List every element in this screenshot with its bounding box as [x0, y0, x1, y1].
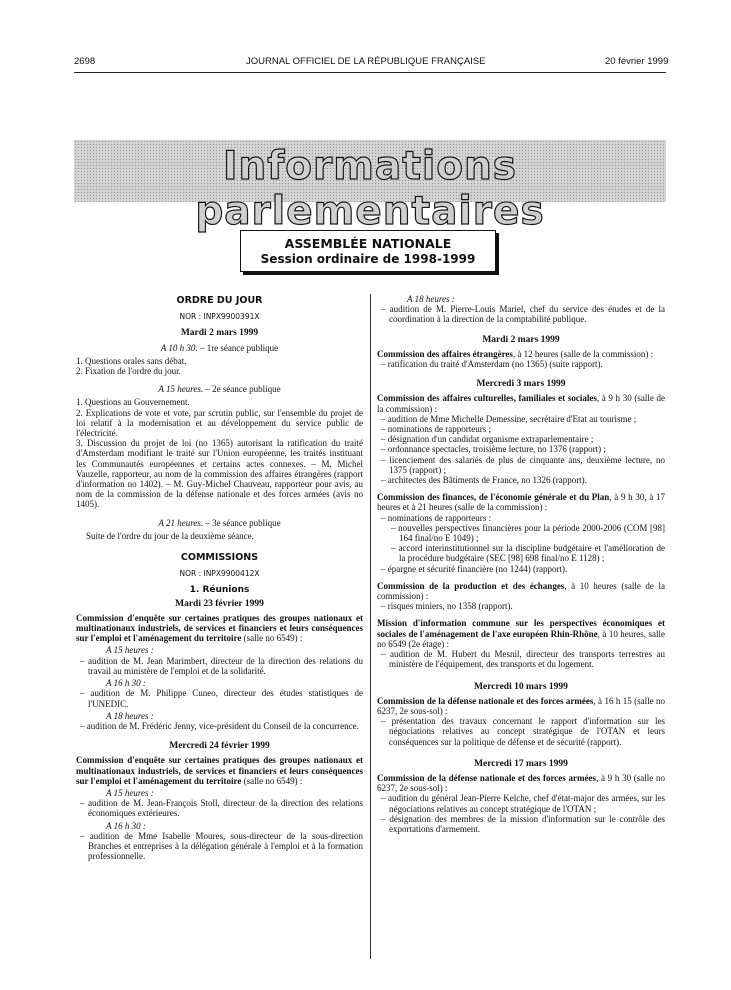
entry-text: – audition de M. Philippe Cuneo, directeur des études statistiques de l'UNEDIC. [80, 688, 363, 709]
page-number: 2698 [74, 56, 96, 67]
date-feb-23: Mardi 23 février 1999 [175, 598, 264, 609]
session-1-item: 2. Fixation de l'ordre du jour. [76, 366, 181, 377]
date-feb-24: Mercredi 24 février 1999 [169, 741, 270, 752]
session-3-time: A 21 heures. [158, 517, 204, 528]
session-2-item: 1. Questions au Gouvernement. [76, 397, 190, 408]
commission-culturelles [377, 393, 665, 485]
assembly-name: ASSEMBLÉE NATIONALE [284, 236, 452, 251]
session-2-label: – 2e séance publique [205, 384, 281, 395]
ordre-title: ORDRE DU JOUR [176, 295, 263, 306]
enquete-1-room: (salle no 6549) : [241, 633, 303, 644]
agenda-item: – audition de M. Hubert du Mesnil, directeur des transports terrestres au ministère de l'équipement, des transports et du logement. [381, 649, 665, 670]
issue-date: 20 février 1999 [605, 56, 669, 67]
entry-text: – audition de M. Jean Marimbert, directeur de la direction des relations du travail au ministère de l'emploi et de la solidarité. [80, 655, 363, 676]
agenda-item: – licenciement des salariés de plus de cinquante ans, deuxième lecture, no 1375 (rapport) ; [381, 454, 665, 475]
commission-name: Commission des affaires culturelles, familiales et sociales [377, 393, 597, 404]
session-3-text: Suite de l'ordre du jour de la deuxième séance. [86, 530, 254, 541]
agenda-item: – présentation des travaux concernant le rapport d'information sur les négociations relatives au concept stratégique de l'OTAN et leurs conséquences sur la politique de défense et de sécurité (rapport). [381, 716, 665, 747]
agenda-item: – désignation d'un candidat organisme extraparlementaire ; [381, 434, 594, 445]
entry-time: A 18 heures : [407, 294, 455, 304]
section-banner [74, 140, 666, 234]
session-3 [76, 518, 363, 528]
commission-details: , à 12 heures (salle de la commission) : [512, 348, 654, 359]
session-1 [76, 343, 363, 353]
commission-name: Commission des finances, de l'économie générale et du Plan [377, 492, 610, 503]
reunions-title: 1. Réunions [189, 585, 250, 596]
agenda-item: – audition du général Jean-Pierre Kelche, chef d'état-major des armées, sur les négociations relatives au concept stratégique de l'OTAN ; [381, 793, 665, 814]
header-rule [74, 72, 666, 73]
session-2-item: 2. Explications de vote et vote, par scrutin public, sur l'ensemble du projet de loi relatif à la modernisation et au développement du service public de l'électricité. [76, 407, 363, 439]
session-3-label: – 3e séance publique [205, 517, 281, 528]
entry-text: – audition de M. Jean-François Stoll, directeur de la direction des relations économiques extérieures. [80, 798, 363, 819]
agenda-item: – ordonnance spectacles, troisième lecture, no 1376 (rapport) ; [381, 444, 606, 455]
enquete-2-title: Commission d'enquête sur certaines pratiques des groupes nationaux et multinationaux industriels, de services et financiers et leurs conséquences sur l'emploi et l'aménagement du territoire [76, 755, 363, 786]
commission-defense-2 [377, 773, 665, 834]
session-2-item: 3. Discussion du projet de loi (no 1365) autorisant la ratification du traité d'Amsterdam modifiant le traité sur l'Union européenne, les traités instituant les Communautés européennes et certains actes connexes. – M. Michel Vauzelle, rapporteur, au nom de la commission des affaires étrangères (rapport d'information no 1402). – M. Guy-Michel Chauveau, rapporteur pour avis, au nom de la commission de la défense nationale et des forces armées (avis no 1405). [76, 438, 363, 510]
banner-title: Informations parlementaires [195, 144, 545, 234]
agenda-item: – nominations de rapporteurs ; [381, 424, 491, 435]
commission-name: Commission de la défense nationale et des forces armées [377, 772, 596, 783]
date-mar-3: Mercredi 3 mars 1999 [476, 379, 566, 390]
mission-information [377, 618, 665, 669]
commission-details: , à 10 heures (salle de la commission) : [377, 580, 665, 602]
enquete-1-title: Commission d'enquête sur certaines pratiques des groupes nationaux et multinationaux industriels, de services et financiers et leurs conséquences sur l'emploi et l'aménagement du territoire [76, 612, 363, 644]
entry-time: A 16 h 30 : [106, 678, 146, 689]
agenda-item: – audition de Mme Michelle Demessine, secrétaire d'Etat au tourisme ; [381, 413, 637, 424]
commission-production [377, 581, 665, 612]
entry-text: – audition de M. Frédéric Jenny, vice-président du Conseil de la concurrence. [80, 720, 359, 731]
commission-details: , à 10 heures, salle no 6549 (2e étage) : [377, 628, 665, 649]
entry-time: A 15 heures : [106, 645, 154, 656]
agenda-subitem: – nouvelles perspectives financières pour la période 2000-2006 (COM [98] 164 final/no E 1049) ; [391, 522, 665, 544]
session-1-item: 1. Questions orales sans débat. [76, 355, 187, 366]
enquete-2-room: (salle no 6549) : [241, 775, 303, 786]
agenda-item: – désignation des membres de la mission d'information sur le contrôle des exportations d'armement. [381, 813, 665, 834]
date-mar-10: Mercredi 10 mars 1999 [474, 681, 568, 692]
agenda-item: – ratification du traité d'Amsterdam (no 1365) (suite rapport). [381, 359, 603, 370]
assembly-box [240, 230, 496, 272]
commissions-nor: NOR : INPX9900412X [179, 569, 260, 579]
agenda-item: – nominations de rapporteurs : [381, 512, 491, 523]
entry-text: – audition de Mme Isabelle Moures, sous-directeur de la sous-direction Branches et entreprises à la délégation générale à l'emploi et à la formation professionnelle. [80, 830, 363, 862]
date-mar-17: Mercredi 17 mars 1999 [474, 758, 568, 769]
entry-text: – audition de M. Pierre-Louis Mariel, chef du service des études et de la coordination à la direction de la comptabilité publique. [381, 304, 665, 325]
date-mar-2: Mardi 2 mars 1999 [482, 334, 560, 345]
commission-defense-1 [377, 696, 665, 747]
commission-finances [377, 492, 665, 574]
session-1-time: A 10 h 30. [160, 342, 198, 353]
right-column [377, 294, 665, 841]
enquete-1-heading [76, 613, 363, 644]
commission-details: , à 9 h 30 (salle no 6237, 2e sous-sol) : [377, 772, 665, 794]
commission-details: , à 9 h 30, à 17 heures et à 21 heures (salle de la commission) : [377, 492, 665, 513]
commission-name: Commission de la défense nationale et des forces armées [377, 695, 594, 706]
commission-details: , à 9 h 30 (salle de la commission) : [377, 393, 665, 414]
page-header [0, 56, 731, 70]
left-column [76, 294, 363, 861]
assembly-session: Session ordinaire de 1998-1999 [260, 252, 476, 266]
entry-time: A 16 h 30 : [106, 820, 146, 831]
commission-etrangeres [377, 349, 665, 369]
agenda-subitem: – accord interinstitutionnel sur la discipline budgétaire et l'amélioration de la procédure budgétaire (SEC [98] 698 final/no E 1128) ; [391, 543, 665, 564]
commission-name: Commission de la production et des échanges [377, 580, 565, 591]
session-1-label: – 1re séance publique [199, 342, 279, 353]
journal-title: JOURNAL OFFICIEL DE LA RÉPUBLIQUE FRANÇAISE [246, 56, 486, 67]
agenda-item: – risques miniers, no 1358 (rapport). [381, 601, 513, 612]
agenda-item: – épargne et sécurité financière (no 1244) (rapport). [381, 563, 568, 574]
entry-time: A 18 heures : [106, 710, 154, 721]
session-2 [76, 384, 363, 394]
commission-name: Commission des affaires étrangères [377, 348, 513, 359]
commission-details: , à 16 h 15 (salle no 6237, 2e sous-sol) : [377, 695, 665, 716]
ordre-date: Mardi 2 mars 1999 [180, 328, 259, 339]
commission-name: Mission d'information commune sur les perspectives économiques et sociales de l'aménagement de l'axe européen Rhin-Rhône [377, 618, 665, 639]
enquete-2-heading [76, 755, 363, 786]
commissions-title: COMMISSIONS [180, 552, 259, 564]
entry-time: A 15 heures : [106, 787, 154, 798]
session-2-time: A 15 heures. [158, 384, 204, 395]
column-divider [370, 294, 371, 959]
ordre-nor: NOR : INPX9900391X [179, 312, 260, 322]
agenda-item: – architectes des Bâtiments de France, no 1326 (rapport). [381, 475, 587, 486]
